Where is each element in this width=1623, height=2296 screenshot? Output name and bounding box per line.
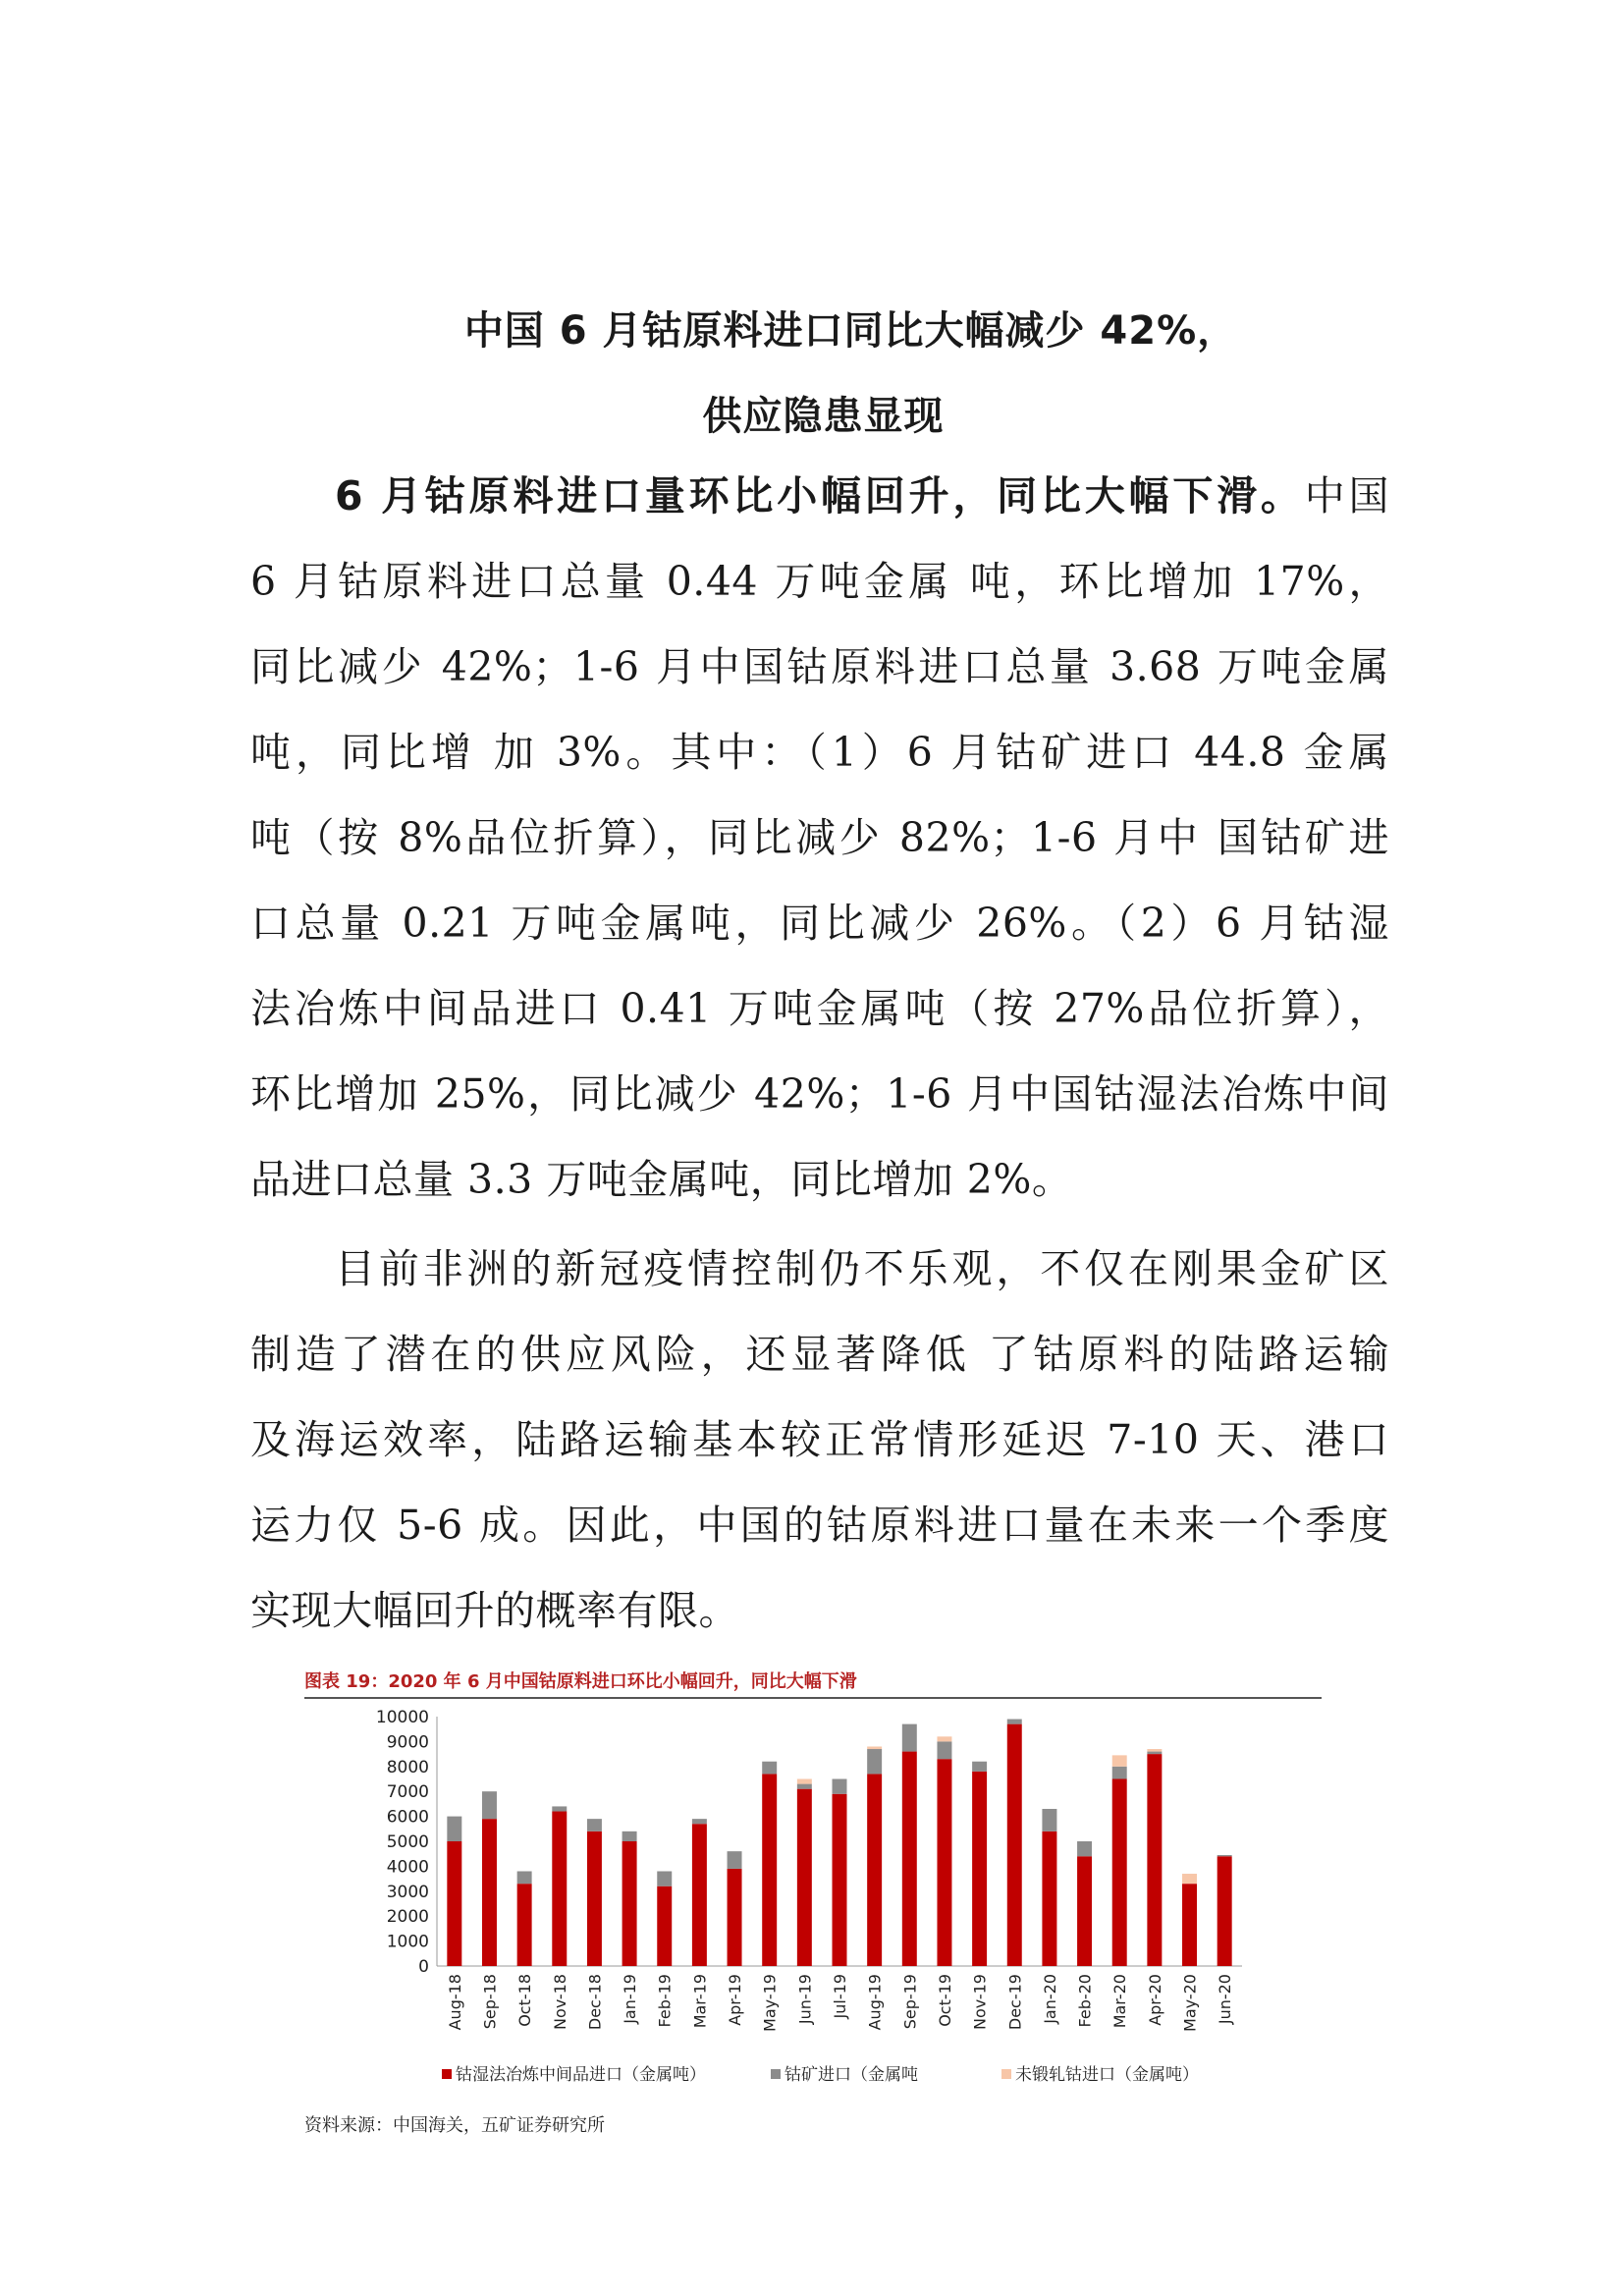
legend-label-1: 钴矿进口（金属吨 <box>784 2065 918 2085</box>
bar-Jan-19-series-1 <box>622 1831 637 1841</box>
bar-Oct-19-series-2 <box>937 1736 951 1741</box>
x-tick-label: Nov-19 <box>970 1974 990 2030</box>
y-tick-label: 0 <box>418 1957 429 1977</box>
bar-Jul-19-series-0 <box>833 1794 847 1966</box>
bar-Apr-19-series-1 <box>728 1851 742 1869</box>
bar-Feb-20-series-0 <box>1077 1856 1092 1966</box>
paragraph-2 <box>250 1227 1389 1654</box>
chart-title: 图表 19：2020 年 6 月中国钴原料进口环比小幅回升，同比大幅下滑 <box>304 1671 857 1692</box>
y-tick-label: 1000 <box>386 1932 429 1952</box>
paragraph-1-line-0 <box>250 454 1389 539</box>
y-tick-label: 8000 <box>386 1757 429 1777</box>
bar-Aug-18-series-0 <box>447 1841 461 1966</box>
paragraph-1-line: 吨，同比增 加 3%。其中：（1）6 月钴矿进口 44.8 金属 <box>250 729 1389 776</box>
paragraph-2-line: 及海运效率，陆路运输基本较正常情形延迟 7-10 天、港口 <box>250 1416 1389 1463</box>
x-tick-label: Aug-18 <box>445 1974 464 2031</box>
paragraph-2-line: 运力仅 5-6 成。因此，中国的钴原料进口量在未来一个季度 <box>250 1502 1389 1549</box>
bar-Mar-20-series-2 <box>1112 1755 1127 1766</box>
bar-Feb-20-series-1 <box>1077 1841 1092 1856</box>
bar-Jun-19-series-2 <box>797 1779 812 1784</box>
bar-Mar-19-series-0 <box>692 1824 707 1966</box>
bar-Nov-18-series-1 <box>552 1806 567 1811</box>
x-tick-label: Jan-19 <box>621 1974 640 2024</box>
bar-Apr-20-series-2 <box>1147 1749 1162 1752</box>
bar-May-19-series-0 <box>762 1774 777 1966</box>
x-tick-label: Aug-19 <box>865 1974 885 2031</box>
x-tick-label: Jan-20 <box>1040 1974 1059 2024</box>
paragraph-2-line: 制造了潜在的供应风险，还显著降低 了钴原料的陆路运输 <box>250 1331 1389 1378</box>
y-tick-label: 3000 <box>386 1882 429 1902</box>
y-tick-label: 7000 <box>386 1782 429 1803</box>
page-title-line1: 中国 6 月钴原料进口同比大幅减少 42%， <box>463 308 1238 354</box>
legend-label-2: 未锻轧钴进口（金属吨） <box>1015 2065 1199 2085</box>
bar-Jun-19-series-1 <box>797 1784 812 1789</box>
paragraph-1-line: 口总量 0.21 万吨金属吨，同比减少 26%。（2）6 月钴湿 <box>250 900 1389 947</box>
bar-Aug-19-series-1 <box>867 1749 882 1774</box>
bar-Nov-19-series-0 <box>972 1772 987 1966</box>
bar-Apr-20-series-1 <box>1147 1752 1162 1755</box>
x-tick-label: Apr-19 <box>726 1974 745 2026</box>
x-tick-label: Sep-18 <box>480 1974 500 2030</box>
paragraph-1-line: 品进口总量 3.3 万吨金属吨，同比增加 2%。 <box>250 1156 1073 1203</box>
legend-swatch-1 <box>771 2069 781 2079</box>
x-tick-label: Mar-19 <box>690 1974 710 2029</box>
bar-May-20-series-2 <box>1182 1874 1197 1884</box>
paragraph-1-lead-rest: 中国 <box>1304 472 1389 519</box>
stacked-bar-chart <box>304 1699 1322 2107</box>
x-tick-label: Oct-19 <box>935 1974 954 2027</box>
y-tick-label: 9000 <box>386 1732 429 1753</box>
x-tick-label: Oct-18 <box>515 1974 535 2027</box>
y-tick-label: 10000 <box>375 1708 429 1727</box>
x-tick-label: Apr-20 <box>1145 1974 1164 2026</box>
bar-Apr-19-series-0 <box>728 1869 742 1966</box>
paragraph-1-line: 吨（按 8%品位折算），同比减少 82%；1-6 月中 国钴矿进 <box>250 814 1389 861</box>
bar-Jul-19-series-1 <box>833 1779 847 1794</box>
bar-Nov-18-series-0 <box>552 1812 567 1966</box>
x-tick-label: Mar-20 <box>1110 1974 1130 2029</box>
x-tick-label: Jun-19 <box>795 1974 815 2025</box>
bar-Jun-20-series-0 <box>1217 1856 1232 1966</box>
paragraph-1 <box>250 454 1389 1223</box>
legend-label-0: 钴湿法冶炼中间品进口（金属吨） <box>456 2065 706 2085</box>
y-tick-label: 4000 <box>386 1857 429 1878</box>
bar-Jun-20-series-1 <box>1217 1855 1232 1856</box>
bar-Dec-18-series-1 <box>587 1819 602 1831</box>
paragraph-1-line: 法冶炼中间品进口 0.41 万吨金属吨（按 27%品位折算）， <box>250 985 1389 1032</box>
figure-19 <box>304 1669 1322 2111</box>
x-tick-label: Dec-19 <box>1005 1974 1025 2031</box>
bar-Dec-19-series-0 <box>1007 1724 1022 1966</box>
x-tick-label: May-20 <box>1180 1974 1200 2032</box>
legend-swatch-0 <box>442 2069 452 2079</box>
paragraph-1-line: 环比增加 25%，同比减少 42%；1-6 月中国钴湿法冶炼中间 <box>250 1070 1389 1118</box>
bar-Mar-20-series-0 <box>1112 1779 1127 1967</box>
paragraph-2-line: 目前非洲的新冠疫情控制仍不乐观，不仅在刚果金矿区 <box>335 1245 1389 1292</box>
bar-Sep-19-series-0 <box>902 1752 917 1966</box>
figure-source: 资料来源：中国海关，五矿证券研究所 <box>304 2115 605 2136</box>
bar-Jan-19-series-0 <box>622 1841 637 1966</box>
page-title-line2: 供应隐患显现 <box>702 394 945 439</box>
bar-Sep-18-series-1 <box>482 1791 497 1819</box>
bar-Jan-20-series-0 <box>1042 1831 1056 1966</box>
bar-Aug-19-series-0 <box>867 1774 882 1966</box>
bar-Jun-19-series-0 <box>797 1789 812 1966</box>
paragraph-2-line: 实现大幅回升的概率有限。 <box>250 1587 739 1634</box>
bar-Oct-19-series-1 <box>937 1741 951 1759</box>
x-tick-label: Feb-20 <box>1075 1974 1095 2028</box>
paragraph-1-line: 同比减少 42%；1-6 月中国钴原料进口总量 3.68 万吨金属 <box>250 643 1389 690</box>
bar-Aug-19-series-2 <box>867 1746 882 1749</box>
bar-May-20-series-0 <box>1182 1884 1197 1966</box>
x-tick-label: Jun-20 <box>1216 1974 1235 2025</box>
bar-Feb-19-series-0 <box>657 1886 672 1966</box>
y-tick-label: 5000 <box>386 1832 429 1852</box>
bar-Dec-19-series-1 <box>1007 1720 1022 1724</box>
y-tick-label: 6000 <box>386 1807 429 1828</box>
bar-Oct-19-series-0 <box>937 1759 951 1966</box>
bar-May-19-series-1 <box>762 1762 777 1775</box>
x-tick-label: May-19 <box>760 1974 780 2032</box>
x-tick-label: Nov-18 <box>550 1974 569 2030</box>
bar-Sep-18-series-0 <box>482 1819 497 1966</box>
bar-Mar-19-series-1 <box>692 1819 707 1824</box>
bar-Oct-18-series-1 <box>517 1871 532 1884</box>
bar-Feb-19-series-1 <box>657 1871 672 1886</box>
bar-Jan-20-series-1 <box>1042 1809 1056 1831</box>
bar-Oct-18-series-0 <box>517 1884 532 1966</box>
bar-Apr-20-series-0 <box>1147 1754 1162 1966</box>
bar-Dec-18-series-0 <box>587 1831 602 1966</box>
bar-Nov-19-series-1 <box>972 1762 987 1772</box>
x-tick-label: Jul-19 <box>831 1974 849 2019</box>
legend-swatch-2 <box>1001 2069 1011 2079</box>
x-tick-label: Feb-19 <box>655 1974 675 2028</box>
paragraph-1-lead: 6 月钴原料进口量环比小幅回升，同比大幅下滑。 <box>335 472 1305 519</box>
bar-Mar-20-series-1 <box>1112 1767 1127 1779</box>
paragraph-1-line: 6 月钴原料进口总量 0.44 万吨金属 吨，环比增加 17%， <box>250 558 1389 605</box>
x-tick-label: Dec-18 <box>585 1974 605 2031</box>
bar-Sep-19-series-1 <box>902 1724 917 1752</box>
x-tick-label: Sep-19 <box>900 1974 920 2030</box>
y-tick-label: 2000 <box>386 1907 429 1928</box>
bar-Aug-18-series-1 <box>447 1817 461 1841</box>
